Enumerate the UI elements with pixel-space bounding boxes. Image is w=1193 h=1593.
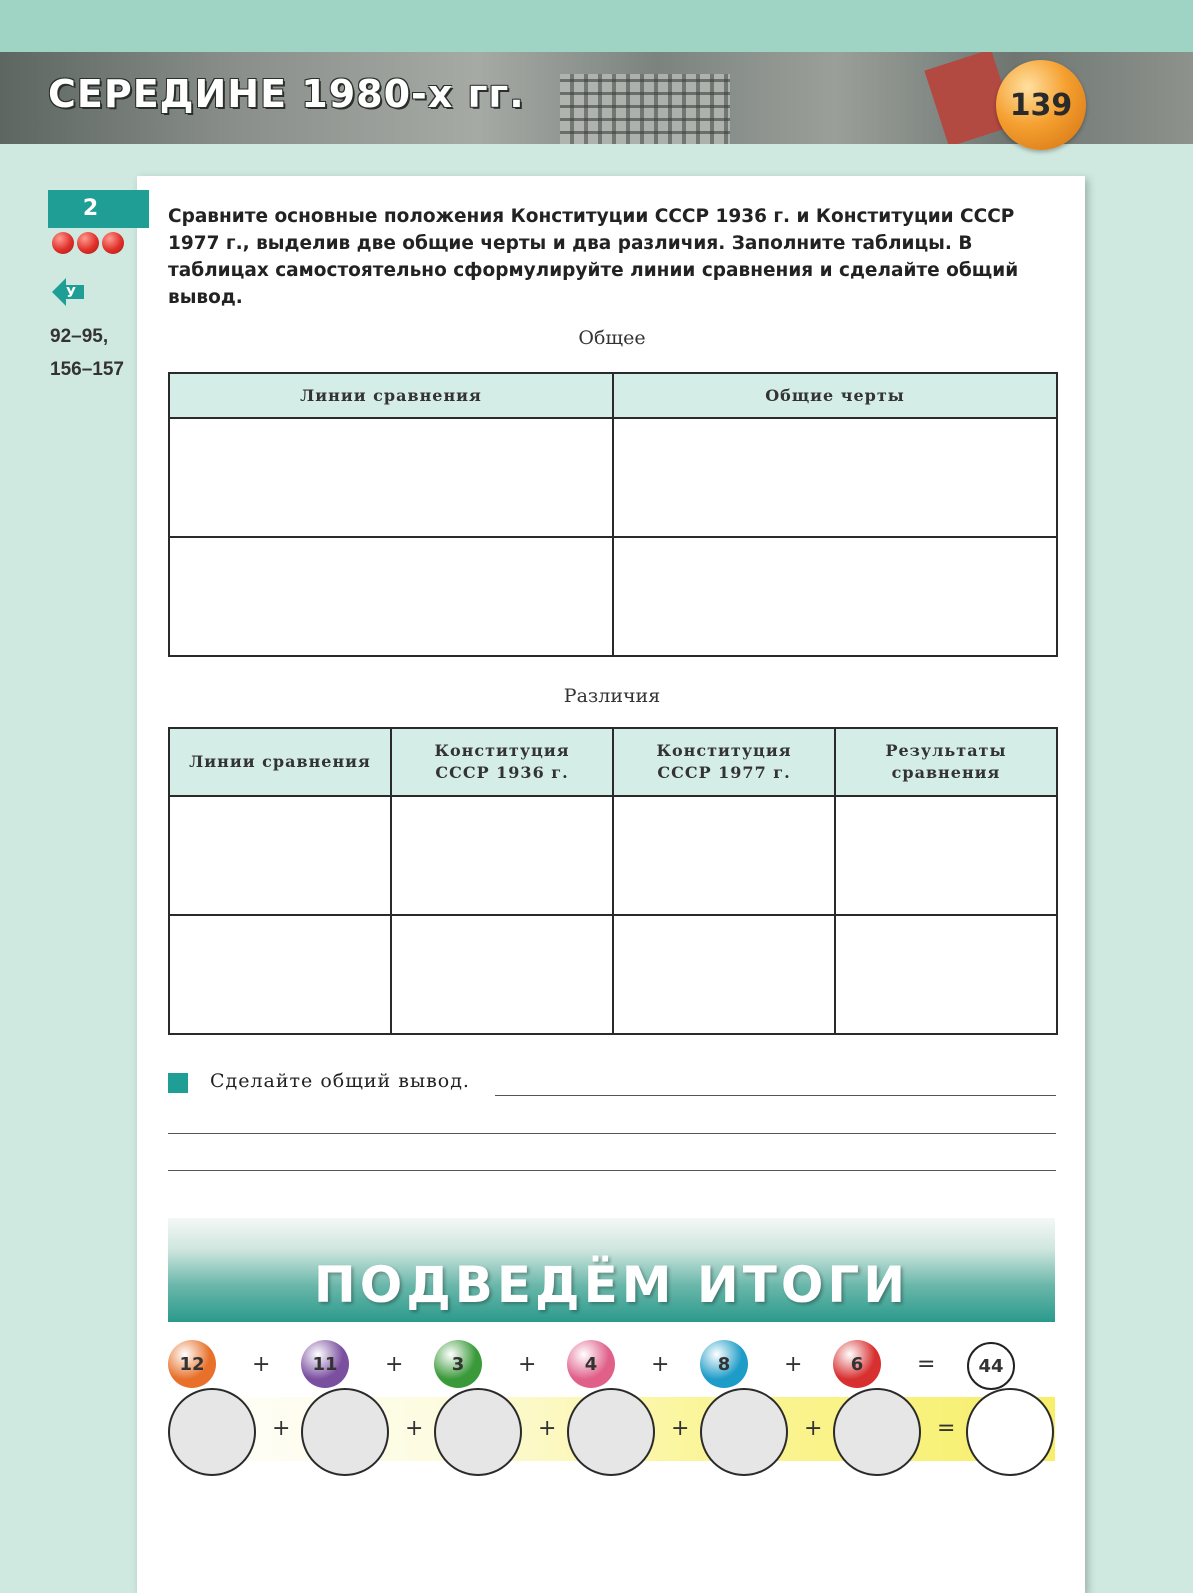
table-cell[interactable]	[613, 537, 1057, 656]
page-ref: 156–157	[50, 359, 124, 380]
table-header: Общие черты	[613, 373, 1057, 418]
score-ball: 4	[567, 1340, 615, 1388]
difficulty-dot	[102, 232, 124, 254]
score-ball: 11	[301, 1340, 349, 1388]
table-row	[169, 796, 1057, 915]
score-ball: 12	[168, 1340, 216, 1388]
plus-sign: +	[405, 1416, 424, 1441]
common-table-caption: Общее	[578, 327, 646, 349]
difficulty-dot	[77, 232, 99, 254]
common-table	[168, 372, 1058, 657]
top-strip	[0, 0, 1193, 52]
page-references	[50, 320, 124, 386]
plus-sign: +	[272, 1416, 291, 1441]
score-input-circle[interactable]	[434, 1388, 522, 1476]
table-header: Линии сравнения	[169, 373, 613, 418]
plus-sign: +	[804, 1416, 823, 1441]
table-header: Конституция СССР 1977 г.	[613, 728, 835, 796]
plus-sign: +	[671, 1416, 690, 1441]
total-input-circle[interactable]	[966, 1388, 1054, 1476]
difficulty-dots	[52, 232, 124, 254]
score-input-circle[interactable]	[700, 1388, 788, 1476]
table-row	[169, 418, 1057, 537]
page-ref: 92–95,	[50, 326, 109, 347]
score-input-circle[interactable]	[833, 1388, 921, 1476]
table-header: Результаты сравнения	[835, 728, 1057, 796]
score-input-circle[interactable]	[567, 1388, 655, 1476]
equals-sign: =	[937, 1416, 956, 1441]
differences-table-caption: Различия	[563, 685, 661, 707]
plus-sign: +	[518, 1352, 537, 1377]
table-cell[interactable]	[613, 418, 1057, 537]
conclusion-marker	[168, 1073, 188, 1093]
plus-sign: +	[252, 1352, 271, 1377]
plus-sign: +	[651, 1352, 670, 1377]
equals-sign: =	[917, 1352, 936, 1377]
table-cell[interactable]	[391, 796, 613, 915]
score-ball: 6	[833, 1340, 881, 1388]
plus-sign: +	[784, 1352, 803, 1377]
table-cell[interactable]	[169, 915, 391, 1034]
table-cell[interactable]	[835, 796, 1057, 915]
table-header: Конституция СССР 1936 г.	[391, 728, 613, 796]
score-ball: 3	[434, 1340, 482, 1388]
table-row	[169, 915, 1057, 1034]
table-cell[interactable]	[169, 796, 391, 915]
score-input-circle[interactable]	[168, 1388, 256, 1476]
table-cell[interactable]	[391, 915, 613, 1034]
table-cell[interactable]	[613, 915, 835, 1034]
table-header: Линии сравнения	[169, 728, 391, 796]
arrow-icon-letter: У	[65, 286, 77, 301]
page-number-badge: 139	[996, 60, 1086, 150]
conclusion-prompt: Сделайте общий вывод.	[210, 1070, 470, 1092]
summary-title: ПОДВЕДЁМ ИТОГИ	[313, 1256, 910, 1314]
total-ball: 44	[967, 1342, 1015, 1390]
plus-sign: +	[538, 1416, 557, 1441]
score-ball: 8	[700, 1340, 748, 1388]
task-number: 2	[82, 196, 99, 221]
chapter-title: СЕРЕДИНЕ 1980-х гг.	[48, 72, 525, 116]
table-cell[interactable]	[169, 537, 613, 656]
answer-line[interactable]	[168, 1170, 1056, 1171]
differences-table	[168, 727, 1058, 1035]
answer-line[interactable]	[168, 1133, 1056, 1134]
table-cell[interactable]	[835, 915, 1057, 1034]
table-cell[interactable]	[169, 418, 613, 537]
difficulty-dot	[52, 232, 74, 254]
arrow-y-icon	[50, 274, 86, 310]
score-input-circle[interactable]	[301, 1388, 389, 1476]
task-instruction: Сравните основные положения Конституции СССР 1936 г. и Конституции СССР 1977 г., выделив две общие черты и два различия. Заполните таблицы. В таблицах самостоятельно сформулируйте линии сравнения и сделайте общий вывод.	[168, 206, 1019, 308]
answer-line[interactable]	[495, 1095, 1056, 1096]
table-cell[interactable]	[613, 796, 835, 915]
task-number-tab	[48, 190, 149, 228]
plus-sign: +	[385, 1352, 404, 1377]
table-row	[169, 537, 1057, 656]
building-image-overlay	[560, 74, 730, 144]
